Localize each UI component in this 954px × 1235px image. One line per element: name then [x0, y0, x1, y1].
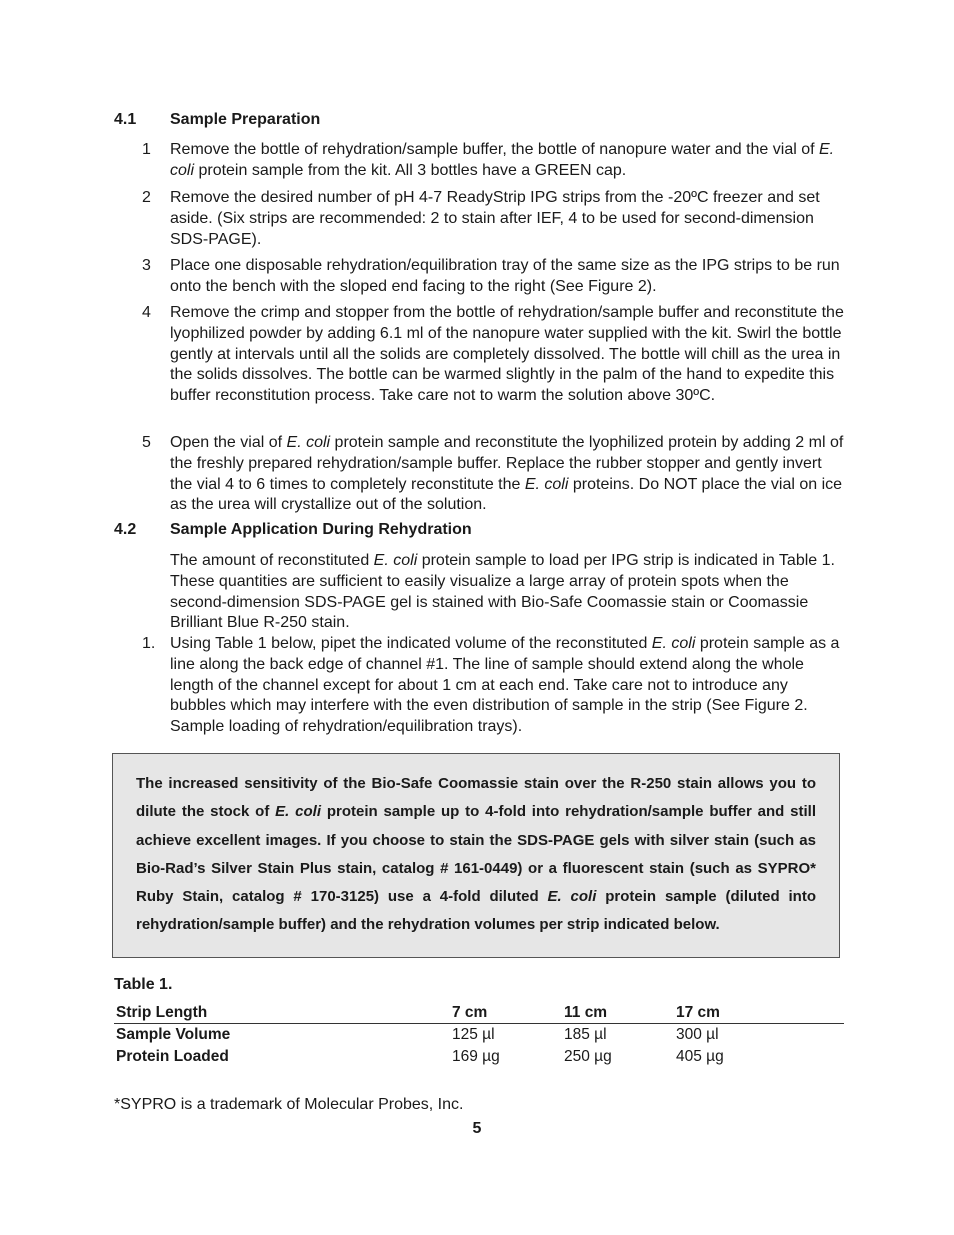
item-number: 5 [142, 434, 151, 451]
list-item [142, 188, 846, 250]
intro-paragraph: The amount of reconstituted E. coli protein sample to load per IPG strip is indicated in Table 1. These quantities are sufficient to easily visualize a large array of protein spots when the second-dimension SDS-PAGE gel is stained with Bio-Safe Coomassie stain or Coomassie Brilliant Blue R-250 stain. [170, 552, 835, 632]
table-cell: 185 µl [564, 1026, 607, 1043]
table-header-cell: 11 cm [564, 1004, 608, 1021]
item-number: 1 [142, 141, 151, 158]
note-box: The increased sensitivity of the Bio-Safe Coomassie stain over the R-250 stain allows you to dilute the stock of E. coli protein sample up to 4-fold into rehydration/sample buffer and still achieve excellent images. If you choose to stain the SDS-PAGE gels with silver stain (such as Bio-Rad’s Silver Stain Plus stain, catalog # 161-0449) or a fluorescent stain (such as SYPRO* Ruby Stain, catalog # 170-3125) use a 4-fold diluted E. coli protein sample (diluted into rehydration/sample buffer) and the rehydration volumes per strip indicated below. [112, 753, 840, 958]
item-number: 1. [142, 635, 156, 652]
data-table [114, 1002, 844, 1068]
table-header-cell: 7 cm [452, 1004, 488, 1021]
table-header-row [114, 1002, 844, 1024]
item-text: Remove the crimp and stopper from the bottle of rehydration/sample buffer and reconstitute the lyophilized powder by adding 6.1 ml of the nanopure water supplied with the kit. Swirl the bottle gently at intervals until all the solids are completely dissolved. The bottle will chill as the urea in the solids dissolves. The bottle can be warmed slightly in the palm of the hand to expedite this buffer reconstitution process. Take care not to warm the solution above 30ºC. [170, 304, 844, 405]
item-text: Place one disposable rehydration/equilibration tray of the same size as the IPG strips to be run onto the bench with the sloped end facing to the right (See Figure 2). [170, 257, 840, 295]
list-item [142, 303, 846, 407]
table-row [114, 1046, 844, 1068]
table-cell: 300 µl [676, 1026, 719, 1043]
footnote: *SYPRO is a trademark of Molecular Probes, Inc. [114, 1096, 464, 1113]
list-item [142, 256, 846, 298]
table-title: Table 1. [114, 976, 173, 993]
list-item [142, 634, 846, 738]
section-title: Sample Application During Rehydration [170, 521, 472, 538]
section-heading-4-1 [114, 111, 320, 129]
table-row [114, 1024, 844, 1046]
table-row-label: Protein Loaded [116, 1048, 229, 1065]
section-title: Sample Preparation [170, 111, 321, 128]
table-cell: 250 µg [564, 1048, 612, 1065]
item-text: Remove the desired number of pH 4-7 ReadyStrip IPG strips from the -20ºC freezer and set aside. (Six strips are recommended: 2 to stain after IEF, 4 to be used for second-dimension SDS-PAGE). [170, 189, 820, 248]
item-number: 2 [142, 189, 151, 206]
table-header-cell: Strip Length [116, 1004, 208, 1021]
section-number: 4.2 [114, 521, 137, 538]
section-heading-4-2 [114, 521, 472, 539]
table-cell: 169 µg [452, 1048, 500, 1065]
section-number: 4.1 [114, 111, 137, 128]
table-header-cell: 17 cm [676, 1004, 720, 1021]
list-item [142, 433, 846, 516]
page-number: 5 [472, 1120, 482, 1137]
item-text: Remove the bottle of rehydration/sample buffer, the bottle of nanopure water and the vial of E. coli protein sample from the kit. All 3 bottles have a GREEN cap. [170, 141, 835, 179]
table-cell: 125 µl [452, 1026, 495, 1043]
table-cell: 405 µg [676, 1048, 724, 1065]
table-row-label: Sample Volume [116, 1026, 231, 1043]
item-number: 3 [142, 257, 151, 274]
list-item [142, 140, 846, 182]
item-text: Using Table 1 below, pipet the indicated volume of the reconstituted E. coli protein sample as a line along the back edge of channel #1. The line of sample should extend along the whole length of the channel except for about 1 cm at each end. Take care not to introduce any bubbles which may interfere with the even distribution of sample in the strip (See Figure 2. Sample loading of rehydration/equilibration trays). [170, 635, 840, 736]
item-text: Open the vial of E. coli protein sample and reconstitute the lyophilized protein by adding 2 ml of the freshly prepared rehydration/sample buffer. Replace the rubber stopper and gently invert the vial 4 to 6 times to completely reconstitute the E. coli proteins. Do NOT place the vial on ice as the urea will crystallize out of the solution. [170, 434, 844, 514]
item-number: 4 [142, 304, 151, 321]
